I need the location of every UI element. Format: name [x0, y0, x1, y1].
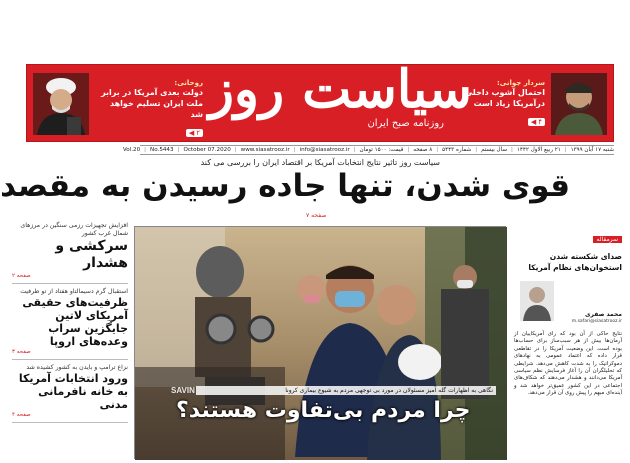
arrow-left-icon: ◀ [188, 129, 195, 137]
info-date-en: October 07.2020 [183, 147, 231, 153]
editorial-tag: سرمقاله [593, 236, 622, 243]
photo-headline[interactable]: چرا مردم بی‌تفاوت هستند؟ [176, 398, 471, 423]
promo-text: احتمال آشوب داخلی درآمریکا زیاد است [464, 88, 545, 108]
photo-caption: نگاهی به اظهارات گله آمیز مسئولان در مورد بی توجهی مردم به شیوع بیماری کرونا [196, 386, 496, 395]
left-story[interactable] [12, 364, 128, 423]
info-number: No.5443 [150, 147, 174, 153]
editorial-title: صدای شکسته شدن استخوان‌های نظام آمریکا [528, 252, 622, 272]
story-kicker: استقبال گرم دسیمالتاو هفتاد از تو طرفیت [20, 288, 128, 295]
author-box [514, 281, 622, 325]
info-email[interactable]: info@siasatrooz.ir [299, 147, 350, 153]
masthead [26, 59, 614, 142]
portrait-military-officer [551, 73, 607, 135]
story-kicker: افزایش تجهیزات رزمی سنگین در مرزهای شمال غرب کشور [20, 222, 128, 237]
issue-info-bar: شنبه ۱۷ آبان ۱۳۹۹ | ۲۱ ربیع الاول ۱۴۴۲ | سال بیستم | شماره ۵۴۴۳ | ۸ صفحه | قیمت: ۱۵۰۰ تومان | info@siasatrooz.ir | www.siasatrooz.ir | October 07.2020 | No.5443 | Vol.20 [122, 147, 614, 153]
author-photo [520, 281, 554, 321]
promo-page-ref: ۲◀ [186, 129, 203, 137]
story-title: ورود انتخابات آمریکا به خانه نافرمانی مدنی [18, 372, 128, 411]
masthead-promo-left[interactable] [33, 73, 203, 135]
info-price: قیمت: ۱۵۰۰ تومان [359, 147, 404, 153]
promo-page-ref: ۴◀ [528, 118, 545, 126]
story-title: سرکشی و هشدار [55, 238, 128, 271]
promo-kicker: سردار جوانی: [496, 79, 545, 87]
info-issue: شماره ۵۴۴۳ [442, 147, 472, 153]
story-title: ظرفیت‌های حقیقی آمریکای لاتین جایگزین سراب وعده‌های اروپا [22, 296, 128, 348]
editorial-body: نتایج حاکی از آن بود که رای آمریکاییان از آرمان‌ها بیش از هر سبب‌ساز برای حساب‌ها بوده است. این وضعیت آمریکا را در تقاطعی قرار داده که اعتماد عمومی به نهادهای دموکراتیک را به شدت کاهش می‌دهد. شرایطی که تحلیلگران آن را آغاز فرسایش نظم سیاسی آمریکا می‌دانند و هشدار می‌دهند که شکاف‌های اجتماعی در این کشور عمیق‌تر خواهد شد و آینده‌ای مبهم را پیش روی آن قرار می‌دهد. [514, 331, 622, 397]
newspaper-title: سیاست روز [208, 59, 472, 120]
author-name: محمد صفری [585, 311, 622, 318]
left-story[interactable] [12, 222, 128, 284]
story-page-ref: صفحه ۴ [12, 412, 31, 418]
info-date-fa: شنبه ۱۷ آبان ۱۳۹۹ [570, 147, 614, 153]
info-date-hijri: ۲۱ ربیع الاول ۱۴۴۲ [516, 147, 561, 153]
left-column [12, 222, 128, 463]
bike-label: SAVIN [171, 386, 195, 395]
story-page-ref: صفحه ۳ [12, 349, 31, 355]
story-kicker: نزاع ترامپ و بایدن به کشور کشیده شد [26, 364, 128, 371]
promo-kicker: روحانی: [174, 79, 203, 87]
promo-text: دولت بعدی آمریکا در برابر ملت ایران تسلیم خواهد شد [101, 88, 203, 119]
lead-subtitle: سیاست روز تاثیر نتایج انتخابات آمریکا بر اقتصاد ایران را بررسی می کند [200, 158, 440, 167]
brand-logo [208, 59, 472, 139]
info-website[interactable]: www.siasatrooz.ir [240, 147, 290, 153]
info-year: سال بیستم [481, 147, 508, 153]
left-story[interactable] [12, 288, 128, 360]
portrait-cleric [33, 73, 89, 135]
lead-headline[interactable]: قوی شدن، تنها جاده رسیدن به مقصد [0, 168, 570, 204]
arrow-left-icon: ◀ [530, 118, 537, 126]
info-pages: ۸ صفحه [413, 147, 433, 153]
info-volume: Vol.20 [122, 147, 141, 153]
editorial-column[interactable] [514, 226, 622, 463]
lead-photo[interactable] [134, 226, 506, 459]
lead-page-ref: صفحه ۷ [306, 212, 327, 219]
story-page-ref: صفحه ۲ [12, 273, 31, 279]
author-email[interactable]: m.safari@siasatrooz.ir [571, 319, 622, 324]
newspaper-subtitle: روزنامه صبح ایران [367, 118, 444, 129]
